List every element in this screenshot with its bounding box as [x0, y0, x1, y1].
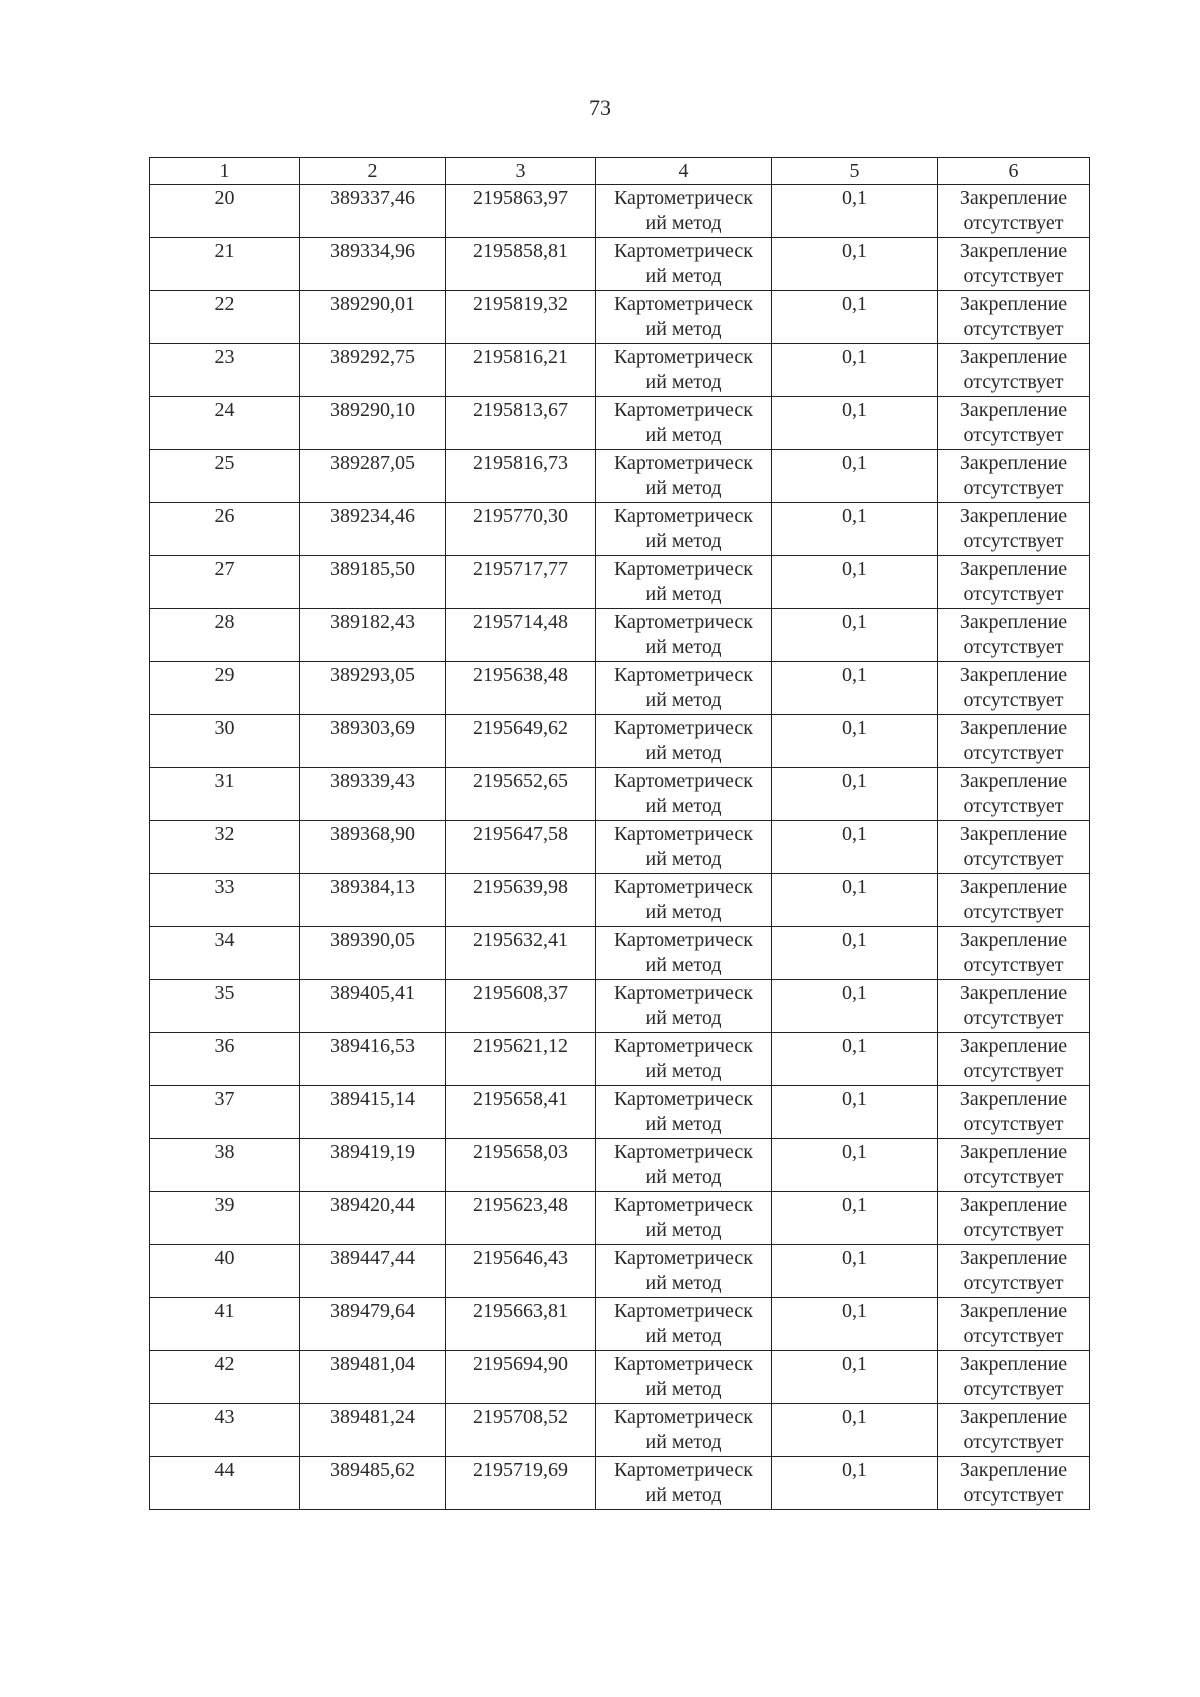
method-cell: [596, 609, 772, 662]
table-row: [150, 1298, 1090, 1351]
x-coordinate-cell: 389420,44: [300, 1192, 446, 1245]
method-cell-line: ий метод: [645, 954, 722, 976]
x-coordinate-cell: 389447,44: [300, 1245, 446, 1298]
table-row: [150, 1351, 1090, 1404]
fixing-cell-line: Закрепление: [959, 505, 1068, 527]
method-cell: [596, 1086, 772, 1139]
point-number-cell: 35: [150, 980, 300, 1033]
accuracy-cell: 0,1: [772, 556, 938, 609]
fixing-cell: [938, 1351, 1090, 1404]
x-coordinate-cell: 389185,50: [300, 556, 446, 609]
point-number-cell: 42: [150, 1351, 300, 1404]
y-coordinate-cell: 2195717,77: [446, 556, 596, 609]
point-number-cell: 27: [150, 556, 300, 609]
table-row: [150, 1033, 1090, 1086]
table-body: [150, 158, 1090, 1510]
method-cell-line: Картометрическ: [613, 399, 754, 421]
x-coordinate-cell: 389390,05: [300, 927, 446, 980]
accuracy-cell: 0,1: [772, 1351, 938, 1404]
method-cell-line: Картометрическ: [613, 1035, 754, 1057]
table-row: [150, 1404, 1090, 1457]
table-row: [150, 821, 1090, 874]
x-coordinate-cell: 389485,62: [300, 1457, 446, 1510]
fixing-cell: [938, 291, 1090, 344]
x-coordinate-cell: 389334,96: [300, 238, 446, 291]
point-number-cell: 29: [150, 662, 300, 715]
fixing-cell: [938, 1192, 1090, 1245]
fixing-cell: [938, 1245, 1090, 1298]
y-coordinate-cell: 2195608,37: [446, 980, 596, 1033]
method-cell-line: ий метод: [645, 530, 722, 552]
method-cell-line: Картометрическ: [613, 823, 754, 845]
point-number-cell: 40: [150, 1245, 300, 1298]
method-cell-line: Картометрическ: [613, 1088, 754, 1110]
fixing-cell-line: Закрепление: [959, 240, 1068, 262]
y-coordinate-cell: 2195658,03: [446, 1139, 596, 1192]
table-row: [150, 556, 1090, 609]
table-row: [150, 450, 1090, 503]
y-coordinate-cell: 2195816,73: [446, 450, 596, 503]
fixing-cell-line: отсутствует: [963, 1325, 1064, 1347]
y-coordinate-cell: 2195694,90: [446, 1351, 596, 1404]
method-cell-line: ий метод: [645, 742, 722, 764]
fixing-cell-line: Закрепление: [959, 1247, 1068, 1269]
method-cell-line: Картометрическ: [613, 1459, 754, 1481]
point-number-cell: 38: [150, 1139, 300, 1192]
method-cell: [596, 1298, 772, 1351]
x-coordinate-cell: 389303,69: [300, 715, 446, 768]
y-coordinate-cell: 2195623,48: [446, 1192, 596, 1245]
point-number-cell: 43: [150, 1404, 300, 1457]
method-cell: [596, 238, 772, 291]
x-coordinate-cell: 389290,10: [300, 397, 446, 450]
method-cell-line: Картометрическ: [613, 1300, 754, 1322]
fixing-cell-line: отсутствует: [963, 848, 1064, 870]
y-coordinate-cell: 2195863,97: [446, 185, 596, 238]
method-cell: [596, 715, 772, 768]
fixing-cell-line: Закрепление: [959, 1141, 1068, 1163]
x-coordinate-cell: 389292,75: [300, 344, 446, 397]
y-coordinate-cell: 2195638,48: [446, 662, 596, 715]
fixing-cell-line: отсутствует: [963, 1272, 1064, 1294]
method-cell: [596, 874, 772, 927]
point-number-cell: 21: [150, 238, 300, 291]
method-cell: [596, 450, 772, 503]
fixing-cell-line: отсутствует: [963, 1378, 1064, 1400]
fixing-cell-line: Закрепление: [959, 1088, 1068, 1110]
table-row: [150, 291, 1090, 344]
method-cell-line: ий метод: [645, 1272, 722, 1294]
fixing-cell: [938, 715, 1090, 768]
fixing-cell-line: Закрепление: [959, 929, 1068, 951]
point-number-cell: 23: [150, 344, 300, 397]
table-row: [150, 1192, 1090, 1245]
method-cell-line: ий метод: [645, 477, 722, 499]
method-cell-line: Картометрическ: [613, 1247, 754, 1269]
column-header: 3: [446, 158, 596, 185]
fixing-cell: [938, 980, 1090, 1033]
method-cell-line: ий метод: [645, 1325, 722, 1347]
fixing-cell-line: отсутствует: [963, 530, 1064, 552]
method-cell-line: ий метод: [645, 689, 722, 711]
fixing-cell: [938, 874, 1090, 927]
x-coordinate-cell: 389290,01: [300, 291, 446, 344]
x-coordinate-cell: 389384,13: [300, 874, 446, 927]
accuracy-cell: 0,1: [772, 1033, 938, 1086]
accuracy-cell: 0,1: [772, 874, 938, 927]
table-row: [150, 768, 1090, 821]
x-coordinate-cell: 389481,24: [300, 1404, 446, 1457]
method-cell: [596, 397, 772, 450]
fixing-cell-line: Закрепление: [959, 982, 1068, 1004]
x-coordinate-cell: 389287,05: [300, 450, 446, 503]
y-coordinate-cell: 2195632,41: [446, 927, 596, 980]
accuracy-cell: 0,1: [772, 715, 938, 768]
y-coordinate-cell: 2195816,21: [446, 344, 596, 397]
table-row: [150, 1457, 1090, 1510]
table-row: [150, 609, 1090, 662]
table-row: [150, 1139, 1090, 1192]
method-cell-line: ий метод: [645, 1431, 722, 1453]
fixing-cell-line: отсутствует: [963, 1219, 1064, 1241]
fixing-cell: [938, 503, 1090, 556]
fixing-cell: [938, 344, 1090, 397]
fixing-cell-line: Закрепление: [959, 346, 1068, 368]
fixing-cell: [938, 1457, 1090, 1510]
method-cell-line: ий метод: [645, 848, 722, 870]
accuracy-cell: 0,1: [772, 927, 938, 980]
method-cell-line: Картометрическ: [613, 558, 754, 580]
fixing-cell-line: отсутствует: [963, 795, 1064, 817]
fixing-cell-line: Закрепление: [959, 611, 1068, 633]
x-coordinate-cell: 389368,90: [300, 821, 446, 874]
fixing-cell-line: отсутствует: [963, 371, 1064, 393]
accuracy-cell: 0,1: [772, 1192, 938, 1245]
table-row: [150, 715, 1090, 768]
method-cell: [596, 556, 772, 609]
x-coordinate-cell: 389479,64: [300, 1298, 446, 1351]
table-row: [150, 185, 1090, 238]
fixing-cell-line: отсутствует: [963, 689, 1064, 711]
method-cell-line: ий метод: [645, 583, 722, 605]
fixing-cell-line: отсутствует: [963, 1113, 1064, 1135]
point-number-cell: 37: [150, 1086, 300, 1139]
method-cell: [596, 1139, 772, 1192]
method-cell-line: Картометрическ: [613, 452, 754, 474]
fixing-cell-line: отсутствует: [963, 954, 1064, 976]
fixing-cell-line: Закрепление: [959, 823, 1068, 845]
table-row: [150, 1245, 1090, 1298]
x-coordinate-cell: 389416,53: [300, 1033, 446, 1086]
method-cell-line: Картометрическ: [613, 876, 754, 898]
method-cell-line: ий метод: [645, 1113, 722, 1135]
method-cell-line: ий метод: [645, 1166, 722, 1188]
fixing-cell: [938, 821, 1090, 874]
method-cell-line: ий метод: [645, 1378, 722, 1400]
accuracy-cell: 0,1: [772, 291, 938, 344]
y-coordinate-cell: 2195658,41: [446, 1086, 596, 1139]
point-number-cell: 25: [150, 450, 300, 503]
column-header: 5: [772, 158, 938, 185]
fixing-cell-line: отсутствует: [963, 636, 1064, 658]
y-coordinate-cell: 2195647,58: [446, 821, 596, 874]
x-coordinate-cell: 389337,46: [300, 185, 446, 238]
method-cell-line: Картометрическ: [613, 929, 754, 951]
method-cell-line: Картометрическ: [613, 611, 754, 633]
fixing-cell-line: Закрепление: [959, 1300, 1068, 1322]
accuracy-cell: 0,1: [772, 450, 938, 503]
y-coordinate-cell: 2195708,52: [446, 1404, 596, 1457]
method-cell: [596, 821, 772, 874]
point-number-cell: 31: [150, 768, 300, 821]
method-cell: [596, 927, 772, 980]
accuracy-cell: 0,1: [772, 768, 938, 821]
fixing-cell-line: отсутствует: [963, 1431, 1064, 1453]
method-cell-line: Картометрическ: [613, 346, 754, 368]
table-row: [150, 662, 1090, 715]
fixing-cell-line: отсутствует: [963, 265, 1064, 287]
method-cell-line: ий метод: [645, 424, 722, 446]
column-header: 1: [150, 158, 300, 185]
fixing-cell: [938, 185, 1090, 238]
method-cell-line: Картометрическ: [613, 1141, 754, 1163]
fixing-cell-line: Закрепление: [959, 1406, 1068, 1428]
fixing-cell: [938, 397, 1090, 450]
method-cell-line: Картометрическ: [613, 770, 754, 792]
accuracy-cell: 0,1: [772, 1086, 938, 1139]
fixing-cell-line: Закрепление: [959, 558, 1068, 580]
fixing-cell-line: Закрепление: [959, 1459, 1068, 1481]
fixing-cell-line: отсутствует: [963, 212, 1064, 234]
point-number-cell: 44: [150, 1457, 300, 1510]
accuracy-cell: 0,1: [772, 1245, 938, 1298]
point-number-cell: 28: [150, 609, 300, 662]
column-header: 6: [938, 158, 1090, 185]
fixing-cell-line: отсутствует: [963, 901, 1064, 923]
point-number-cell: 20: [150, 185, 300, 238]
fixing-cell: [938, 238, 1090, 291]
fixing-cell: [938, 450, 1090, 503]
point-number-cell: 32: [150, 821, 300, 874]
method-cell: [596, 1245, 772, 1298]
y-coordinate-cell: 2195663,81: [446, 1298, 596, 1351]
accuracy-cell: 0,1: [772, 1298, 938, 1351]
x-coordinate-cell: 389415,14: [300, 1086, 446, 1139]
coordinates-table: [149, 157, 1090, 1510]
method-cell-line: ий метод: [645, 212, 722, 234]
x-coordinate-cell: 389182,43: [300, 609, 446, 662]
point-number-cell: 41: [150, 1298, 300, 1351]
x-coordinate-cell: 389234,46: [300, 503, 446, 556]
point-number-cell: 24: [150, 397, 300, 450]
fixing-cell: [938, 1298, 1090, 1351]
fixing-cell-line: Закрепление: [959, 1194, 1068, 1216]
y-coordinate-cell: 2195639,98: [446, 874, 596, 927]
x-coordinate-cell: 389293,05: [300, 662, 446, 715]
point-number-cell: 30: [150, 715, 300, 768]
table-row: [150, 344, 1090, 397]
accuracy-cell: 0,1: [772, 980, 938, 1033]
method-cell: [596, 1351, 772, 1404]
method-cell-line: Картометрическ: [613, 1406, 754, 1428]
method-cell: [596, 768, 772, 821]
fixing-cell-line: отсутствует: [963, 1060, 1064, 1082]
fixing-cell-line: Закрепление: [959, 1035, 1068, 1057]
method-cell-line: Картометрическ: [613, 1194, 754, 1216]
method-cell-line: ий метод: [645, 1219, 722, 1241]
x-coordinate-cell: 389419,19: [300, 1139, 446, 1192]
fixing-cell: [938, 609, 1090, 662]
column-header: 2: [300, 158, 446, 185]
y-coordinate-cell: 2195646,43: [446, 1245, 596, 1298]
y-coordinate-cell: 2195813,67: [446, 397, 596, 450]
table-row: [150, 397, 1090, 450]
fixing-cell-line: отсутствует: [963, 1166, 1064, 1188]
method-cell: [596, 1033, 772, 1086]
point-number-cell: 26: [150, 503, 300, 556]
fixing-cell: [938, 1404, 1090, 1457]
method-cell: [596, 662, 772, 715]
method-cell: [596, 1404, 772, 1457]
fixing-cell-line: отсутствует: [963, 424, 1064, 446]
point-number-cell: 36: [150, 1033, 300, 1086]
method-cell-line: Картометрическ: [613, 982, 754, 1004]
table-row: [150, 1086, 1090, 1139]
fixing-cell-line: отсутствует: [963, 742, 1064, 764]
method-cell-line: ий метод: [645, 371, 722, 393]
table-row: [150, 238, 1090, 291]
method-cell-line: Картометрическ: [613, 717, 754, 739]
accuracy-cell: 0,1: [772, 1404, 938, 1457]
method-cell-line: Картометрическ: [613, 293, 754, 315]
method-cell: [596, 503, 772, 556]
fixing-cell-line: отсутствует: [963, 477, 1064, 499]
point-number-cell: 34: [150, 927, 300, 980]
point-number-cell: 22: [150, 291, 300, 344]
fixing-cell-line: Закрепление: [959, 876, 1068, 898]
method-cell: [596, 1457, 772, 1510]
x-coordinate-cell: 389339,43: [300, 768, 446, 821]
method-cell: [596, 344, 772, 397]
fixing-cell-line: отсутствует: [963, 1007, 1064, 1029]
accuracy-cell: 0,1: [772, 821, 938, 874]
method-cell-line: ий метод: [645, 1007, 722, 1029]
table-header-row: [150, 158, 1090, 185]
method-cell-line: ий метод: [645, 1484, 722, 1506]
method-cell-line: Картометрическ: [613, 664, 754, 686]
fixing-cell-line: отсутствует: [963, 1484, 1064, 1506]
y-coordinate-cell: 2195719,69: [446, 1457, 596, 1510]
fixing-cell-line: Закрепление: [959, 187, 1068, 209]
method-cell-line: Картометрическ: [613, 1353, 754, 1375]
accuracy-cell: 0,1: [772, 503, 938, 556]
method-cell-line: ий метод: [645, 636, 722, 658]
fixing-cell: [938, 927, 1090, 980]
fixing-cell: [938, 1139, 1090, 1192]
accuracy-cell: 0,1: [772, 397, 938, 450]
table-row: [150, 980, 1090, 1033]
accuracy-cell: 0,1: [772, 662, 938, 715]
method-cell-line: ий метод: [645, 265, 722, 287]
method-cell-line: ий метод: [645, 1060, 722, 1082]
accuracy-cell: 0,1: [772, 609, 938, 662]
table-row: [150, 927, 1090, 980]
method-cell-line: Картометрическ: [613, 240, 754, 262]
method-cell-line: Картометрическ: [613, 505, 754, 527]
accuracy-cell: 0,1: [772, 1457, 938, 1510]
method-cell: [596, 291, 772, 344]
method-cell-line: ий метод: [645, 795, 722, 817]
accuracy-cell: 0,1: [772, 344, 938, 397]
fixing-cell-line: Закрепление: [959, 770, 1068, 792]
y-coordinate-cell: 2195621,12: [446, 1033, 596, 1086]
method-cell: [596, 1192, 772, 1245]
method-cell-line: ий метод: [645, 318, 722, 340]
fixing-cell-line: Закрепление: [959, 717, 1068, 739]
fixing-cell-line: отсутствует: [963, 583, 1064, 605]
fixing-cell: [938, 1086, 1090, 1139]
y-coordinate-cell: 2195652,65: [446, 768, 596, 821]
point-number-cell: 33: [150, 874, 300, 927]
fixing-cell: [938, 768, 1090, 821]
y-coordinate-cell: 2195770,30: [446, 503, 596, 556]
method-cell-line: ий метод: [645, 901, 722, 923]
fixing-cell: [938, 662, 1090, 715]
column-header: 4: [596, 158, 772, 185]
fixing-cell-line: Закрепление: [959, 452, 1068, 474]
table-row: [150, 874, 1090, 927]
page-number: 73: [589, 95, 611, 120]
fixing-cell: [938, 556, 1090, 609]
accuracy-cell: 0,1: [772, 185, 938, 238]
method-cell-line: Картометрическ: [613, 187, 754, 209]
accuracy-cell: 0,1: [772, 1139, 938, 1192]
method-cell: [596, 980, 772, 1033]
y-coordinate-cell: 2195819,32: [446, 291, 596, 344]
fixing-cell-line: отсутствует: [963, 318, 1064, 340]
x-coordinate-cell: 389405,41: [300, 980, 446, 1033]
fixing-cell-line: Закрепление: [959, 1353, 1068, 1375]
method-cell: [596, 185, 772, 238]
y-coordinate-cell: 2195714,48: [446, 609, 596, 662]
fixing-cell-line: Закрепление: [959, 664, 1068, 686]
fixing-cell-line: Закрепление: [959, 293, 1068, 315]
y-coordinate-cell: 2195858,81: [446, 238, 596, 291]
accuracy-cell: 0,1: [772, 238, 938, 291]
fixing-cell: [938, 1033, 1090, 1086]
fixing-cell-line: Закрепление: [959, 399, 1068, 421]
table-row: [150, 503, 1090, 556]
x-coordinate-cell: 389481,04: [300, 1351, 446, 1404]
y-coordinate-cell: 2195649,62: [446, 715, 596, 768]
point-number-cell: 39: [150, 1192, 300, 1245]
